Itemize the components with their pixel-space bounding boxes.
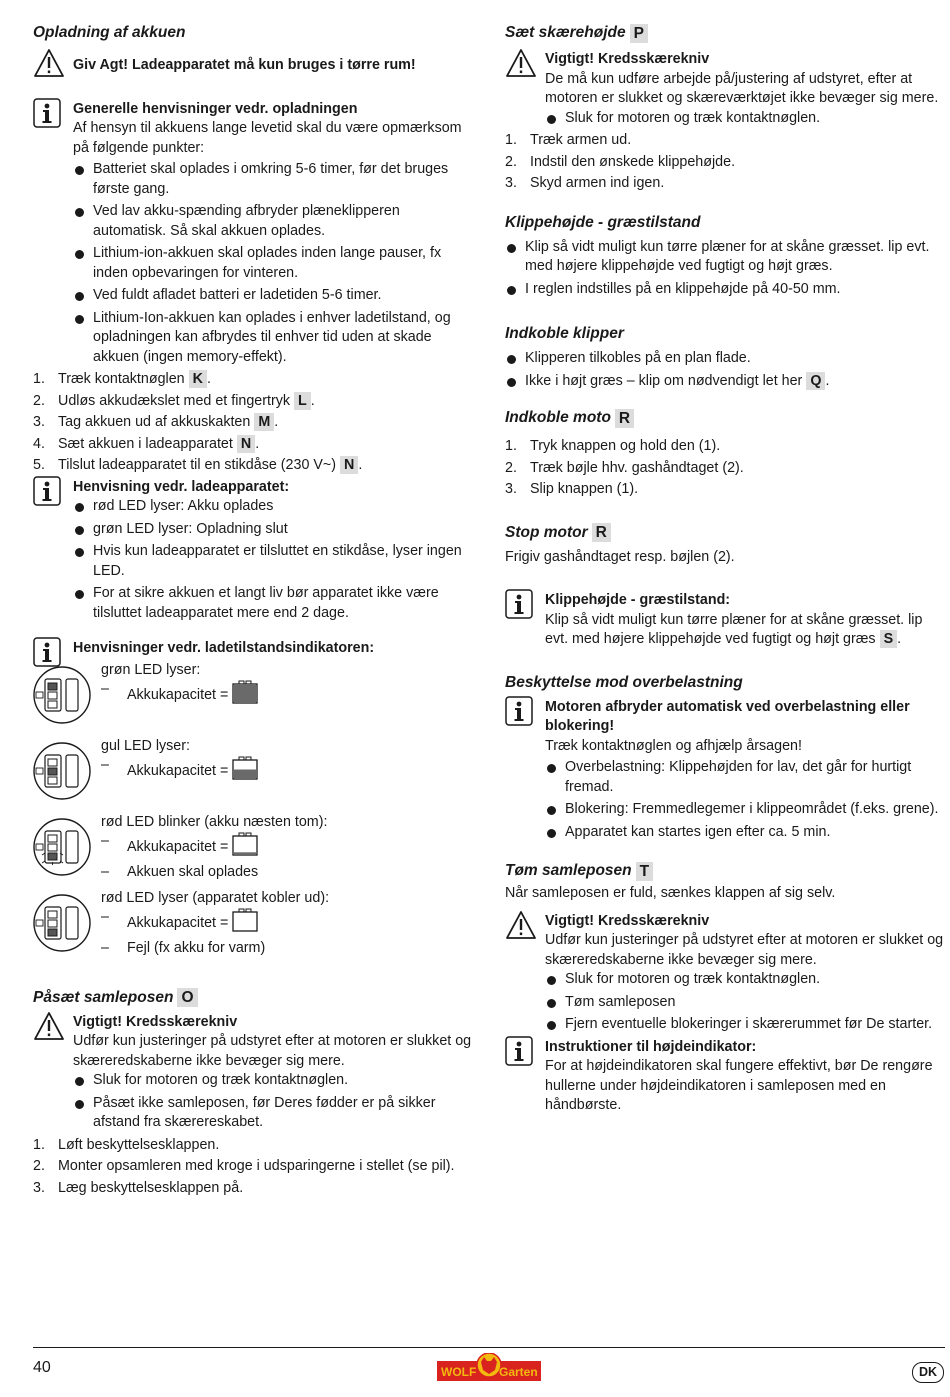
step-text: Monter opsamleren med kroge i udsparingerne i stellet (se pil). [58, 1158, 455, 1174]
step-item [505, 480, 945, 500]
list-item: grøn LED lyser: Opladning slut [73, 520, 473, 540]
step-text: Træk armen ud. [530, 132, 632, 148]
right-column [505, 20, 945, 1116]
figure-tag: S [880, 630, 898, 648]
step-text: Tag akkuen ud af akkuskakten [58, 414, 251, 430]
figure-tag: N [340, 456, 358, 474]
step-text: Udløs akkudækslet med et fingertryk [58, 392, 291, 409]
charge-indicator-device-icon [33, 893, 93, 960]
stop-text: Frigiv gashåndtaget resp. bøjlen (2). [505, 548, 735, 565]
bag-bullet-list [73, 1071, 473, 1133]
list-item: Ikke i højt græs – klip om nødvendigt let her Q . [505, 372, 945, 392]
section-title-bag: Påsæt samleposen O [33, 985, 473, 1011]
step-number: 3. [33, 414, 45, 430]
figure-tag: L [294, 392, 311, 410]
wolf-garten-logo [437, 1353, 541, 1383]
section-title-overload: Beskyttelse mod overbelastning [505, 673, 743, 691]
step-item [505, 174, 945, 194]
step-text: Slip knappen (1). [530, 481, 639, 497]
info-general-charging: Generelle henvisninger vedr. opladningen Af hensyn til akkuens lange levetid skal du være opmærksom på følgende punkter: Batteriet skal oplades i omkring 5-6 timer, før det bruges første gang. Ved lav akku-spænding afbryder plæneklipperen automatisk. Så skal akkuen oplades. Lithium-ion-akkuen skal oplades inden lange pauser, fx inden opbevaringen for vinteren. Ved fuldt afladet batteri er ladetiden 5-6 timer. Lithium-Ion-akkuen kan oplades i enhver ladetilstand, og opladningen kan afbrydes til enhver tid uden at skade akkuen (ingen memory-effekt). [33, 100, 473, 368]
step-text: Tryk knappen og hold den (1). [530, 438, 721, 454]
indicator-line: – Fejl (fx akku for varm) [101, 939, 329, 959]
warning-icon [505, 910, 537, 947]
step-item: 2. Udløs akkudækslet med et fingertryk L . [33, 392, 473, 412]
section-title-grass: Klippehøjde - græstilstand [505, 213, 701, 231]
overload-bullet-list [545, 758, 945, 842]
step-number: 4. [33, 435, 45, 452]
indicator-row [33, 737, 473, 811]
indicator-line: – Akkukapacitet = [101, 756, 258, 787]
figure-tag: P [630, 24, 648, 43]
figure-tag: Q [806, 372, 825, 390]
step-item: 3. Tag akkuen ud af akkuskakten M . [33, 413, 473, 433]
section-title-charging: Opladning af akkuen [33, 24, 186, 42]
battery-level-icon [232, 680, 258, 711]
list-item: Hvis kun ladeapparatet er tilsluttet en stikdåse, lyser ingen LED. [73, 542, 473, 581]
step-number: 1. [33, 371, 45, 387]
step-item [505, 437, 945, 457]
svg-text:Garten: Garten [499, 1365, 538, 1379]
info-height-indicator: Instruktioner til højdeindikator: For at højdeindikatoren skal fungere effektivt, bør De rengøre hullerne under højdeindikatoren i samleposen med en håndbørste. [505, 1038, 945, 1116]
info-overload: Motoren afbryder automatisk ved overbelastning eller blokering! Træk kontaktnøglen og afhjælp årsagen! Overbelastning: Klippehøjden for lav, det går for hurtigt fremad. Blokering: Fremmedlegemer i klippeområdet (f.eks. grene). Apparatet kan startes igen efter ca. 5 min. [505, 698, 945, 843]
step-number: 2. [33, 392, 45, 409]
step-text: Læg beskyttelsesklappen på. [58, 1179, 244, 1196]
list-item: Apparatet kan startes igen efter ca. 5 min. [545, 823, 945, 843]
list-item: Påsæt ikke samleposen, før Deres fødder er på sikker afstand fra skærereskabet. [73, 1094, 473, 1133]
list-item: I reglen indstilles på en klippehøjde på 40-50 mm. [505, 280, 945, 300]
footer-rule [33, 1347, 945, 1348]
warning-icon [33, 1011, 65, 1048]
figure-tag: R [615, 409, 634, 428]
info-icon [33, 476, 61, 513]
step-number: 2. [505, 153, 517, 170]
step-number: 2. [505, 459, 517, 476]
list-item: Sluk for motoren og træk kontaktnøglen. [73, 1071, 473, 1091]
charge-indicator-device-icon [33, 817, 93, 884]
step-number: 3. [33, 1179, 45, 1196]
warning-dry-room: Giv Agt! Ladeapparatet må kun bruges i tørre rum! [33, 50, 473, 76]
step-text: Skyd armen ind igen. [530, 175, 665, 191]
list-item: Ved lav akku-spænding afbryder plæneklipperen automatisk. Så skal akkuen oplades. [73, 202, 473, 241]
list-item: Lithium-Ion-akkuen kan oplades i enhver ladetilstand, og opladningen kan afbrydes til enhver tid uden at skade akkuen (ingen memory-effekt). [73, 309, 473, 368]
motor-steps [505, 437, 945, 500]
general-bullet-list [73, 160, 473, 367]
height-steps [505, 131, 945, 194]
empty-bullet-list [545, 970, 945, 1035]
warning-bag: Vigtigt! Kredsskærekniv Udfør kun justeringer på udstyret efter at motoren er slukket og skæreredskaberne ikke bevæger sig mere. Sluk for motoren og træk kontaktnøglen. Påsæt ikke samleposen, før Deres fødder er på sikker afstand fra skærereskabet. [33, 1013, 473, 1133]
info-indicator: Henvisninger vedr. ladetilstandsindikatoren: [33, 639, 473, 659]
indicator-row [33, 661, 473, 735]
indicator-label: grøn LED lyser: [101, 661, 201, 678]
step-item: 4. Sæt akkuen i ladeapparatet N . [33, 435, 473, 455]
step-text: Indstil den ønskede klippehøjde. [530, 153, 736, 170]
step-number: 3. [505, 175, 517, 191]
list-item: Sluk for motoren og træk kontaktnøglen. [545, 970, 945, 990]
section-title-engage: Indkoble klipper [505, 325, 624, 343]
info-charger: Henvisning vedr. ladeapparatet: rød LED lyser: Akku oplades grøn LED lyser: Opladning slut Hvis kun ladeapparatet er tilsluttet en stikdåse, lyser ingen LED. For at sikre akkuen et langt liv bør apparatet ikke være tilsluttet ladeapparatet mere end 2 dage. [33, 478, 473, 624]
info-icon [33, 98, 61, 135]
svg-text:WOLF: WOLF [441, 1365, 477, 1379]
list-item: For at sikre akkuen et langt liv bør apparatet ikke være tilsluttet ladeapparatet mere end 2 dage. [73, 584, 473, 623]
info-icon [505, 1036, 533, 1073]
list-item: rød LED lyser: Akku oplades [73, 497, 473, 517]
indicator-label: rød LED blinker (akku næsten tom): [101, 813, 328, 830]
list-item: Fjern eventuelle blokeringer i skærerummet før De starter. [545, 1015, 945, 1035]
info-grass: Klippehøjde - græstilstand: Klip så vidt muligt kun tørre plæner for at skåne græsset. lip evt. med højere klippehøjde ved fugtigt og højt græs S . [505, 591, 945, 650]
step-number: 3. [505, 481, 517, 497]
indicator-row [33, 889, 473, 963]
step-item [33, 1136, 473, 1156]
step-text: Træk bøjle hhv. gashåndtaget (2). [530, 459, 744, 476]
figure-tag: T [636, 862, 653, 881]
figure-tag: O [177, 988, 197, 1007]
page-number: 40 [33, 1359, 51, 1376]
charge-indicator-device-icon [33, 665, 93, 732]
section-title-height: Sæt skærehøjde P [505, 20, 945, 46]
step-text: Træk kontaktnøglen [58, 371, 185, 387]
indicator-label: gul LED lyser: [101, 737, 190, 754]
left-column [33, 20, 473, 1200]
charger-bullet-list [73, 497, 473, 623]
info-icon [505, 589, 533, 626]
step-text: Løft beskyttelsesklappen. [58, 1136, 220, 1153]
figure-tag: R [592, 523, 611, 542]
step-item [505, 459, 945, 479]
step-item [33, 1179, 473, 1199]
list-item: Klip så vidt muligt kun tørre plæner for at skåne græsset. lip evt. med højere klippehøjde ved fugtigt og højt græs. [505, 238, 945, 277]
battery-level-icon [232, 756, 258, 787]
list-item: Tøm samleposen [545, 993, 945, 1013]
step-text: Sæt akkuen i ladeapparatet [58, 435, 233, 452]
list-item: Sluk for motoren og træk kontaktnøglen. [545, 109, 945, 129]
warning-icon [33, 48, 65, 85]
figure-tag: M [254, 413, 274, 431]
language-badge: DK [912, 1362, 944, 1383]
charging-steps [33, 370, 473, 476]
list-item: Klipperen tilkobles på en plan flade. [505, 349, 945, 369]
step-item [33, 1157, 473, 1177]
list-item: Lithium-ion-akkuen skal oplades inden lange pauser, fx inden opbevaringen for vinteren. [73, 244, 473, 283]
indicator-line: – Akkukapacitet = [101, 908, 329, 939]
battery-level-icon [232, 832, 258, 863]
bag-steps [33, 1136, 473, 1199]
section-title-motor: Indkoble moto R [505, 405, 945, 431]
step-number: 1. [505, 438, 517, 454]
engage-bullet-list [505, 349, 945, 391]
list-item: Blokering: Fremmedlegemer i klippeområdet (f.eks. grene). [545, 800, 945, 820]
figure-tag: K [189, 370, 207, 388]
step-number: 1. [505, 132, 517, 148]
step-number: 5. [33, 457, 45, 473]
step-item [505, 153, 945, 173]
step-number: 1. [33, 1136, 45, 1153]
step-item: 5. Tilslut ladeapparatet til en stikdåse (230 V~) N . [33, 456, 473, 476]
warning-icon [505, 48, 537, 85]
indicator-label: rød LED lyser (apparatet kobler ud): [101, 889, 330, 906]
step-number: 2. [33, 1158, 45, 1174]
battery-level-icon [232, 908, 258, 939]
indicator-line: – Akkuen skal oplades [101, 863, 327, 883]
warning-height: Vigtigt! Kredsskærekniv De må kun udføre arbejde på/justering af udstyret, efter at motoren er slukket og skæreværktøjet ikke bevæger sig mere. Sluk for motoren og træk kontaktnøglen. [505, 50, 945, 128]
warning-empty: Vigtigt! Kredsskærekniv Udfør kun justeringer på udstyret efter at motoren er slukket og skæreredskaberne ikke bevæger sig mere. Sluk for motoren og træk kontaktnøglen. Tøm samleposen Fjern eventuelle blokeringer i skærerummet før De starter. [505, 912, 945, 1035]
indicator-row [33, 813, 473, 887]
indicator-list [33, 661, 473, 963]
indicator-line: – Akkukapacitet = [101, 680, 258, 711]
step-text: Tilslut ladeapparatet til en stikdåse (230 V~) [58, 457, 337, 473]
step-item [505, 131, 945, 151]
info-icon [505, 696, 533, 733]
list-item: Overbelastning: Klippehøjden for lav, det går for hurtigt fremad. [545, 758, 945, 797]
step-item: 1. Træk kontaktnøglen K . [33, 370, 473, 390]
list-item: Batteriet skal oplades i omkring 5-6 timer, før det bruges første gang. [73, 160, 473, 199]
indicator-line: – Akkukapacitet = [101, 832, 327, 863]
grass-bullet-list [505, 238, 945, 300]
charge-indicator-device-icon [33, 741, 93, 808]
section-title-empty: Tøm samleposen T [505, 858, 945, 884]
list-item: Ved fuldt afladet batteri er ladetiden 5-6 timer. [73, 286, 473, 306]
section-title-stop: Stop motor R [505, 520, 945, 546]
figure-tag: N [237, 435, 255, 453]
empty-text: Når samleposen er fuld, sænkes klappen af sig selv. [505, 885, 836, 901]
